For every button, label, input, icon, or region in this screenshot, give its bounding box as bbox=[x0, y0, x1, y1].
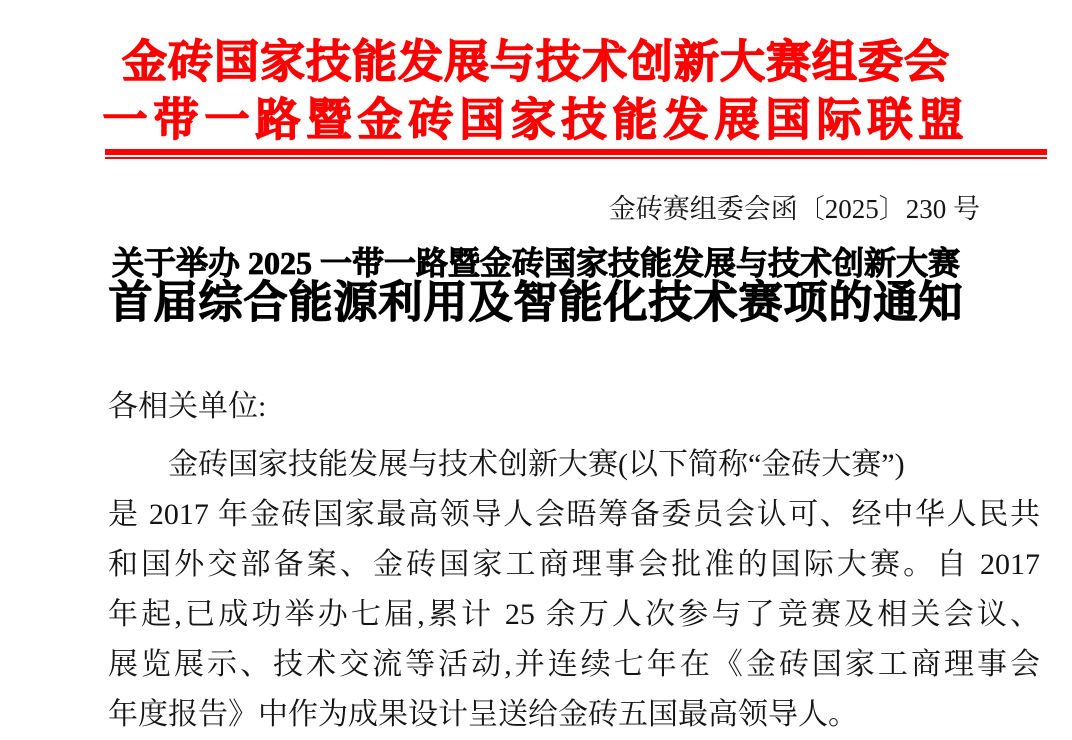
letterhead-double-rule bbox=[105, 149, 1047, 159]
document-body bbox=[108, 385, 1040, 740]
rule-thin-bar bbox=[105, 157, 1047, 159]
paragraph-line: 金砖国家技能发展与技术创新大赛(以下简称“金砖大赛”) bbox=[168, 448, 905, 481]
letterhead-org-line2: 一带一路暨金砖国家技能发展国际联盟 bbox=[102, 95, 970, 145]
paragraph-line: 年起,已成功举办七届,累计 25 余万人次参与了竞赛及相关会议、 bbox=[108, 598, 1040, 631]
paragraph-line: 展览展示、技术交流等活动,并连续七年在《金砖国家工商理事会 bbox=[108, 648, 1040, 681]
paragraph-line: 和国外交部备案、金砖国家工商理事会批准的国际大赛。自 2017 bbox=[108, 548, 1040, 581]
notice-title-line1: 关于举办 2025 一带一路暨金砖国家技能发展与技术创新大赛 bbox=[111, 245, 960, 281]
document-number: 金砖赛组委会函〔2025〕230 号 bbox=[608, 194, 980, 224]
paragraph-line: 年度报告》中作为成果设计呈送给金砖五国最高领导人。 bbox=[108, 698, 858, 731]
paragraph-line: 是 2017 年金砖国家最高领导人会晤筹备委员会认可、经中华人民共 bbox=[108, 498, 1040, 531]
notice-title-line2: 首届综合能源利用及智能化技术赛项的通知 bbox=[108, 278, 964, 327]
letterhead-org-line1: 金砖国家技能发展与技术创新大赛组委会 bbox=[121, 37, 950, 87]
salutation: 各相关单位: bbox=[108, 390, 267, 423]
